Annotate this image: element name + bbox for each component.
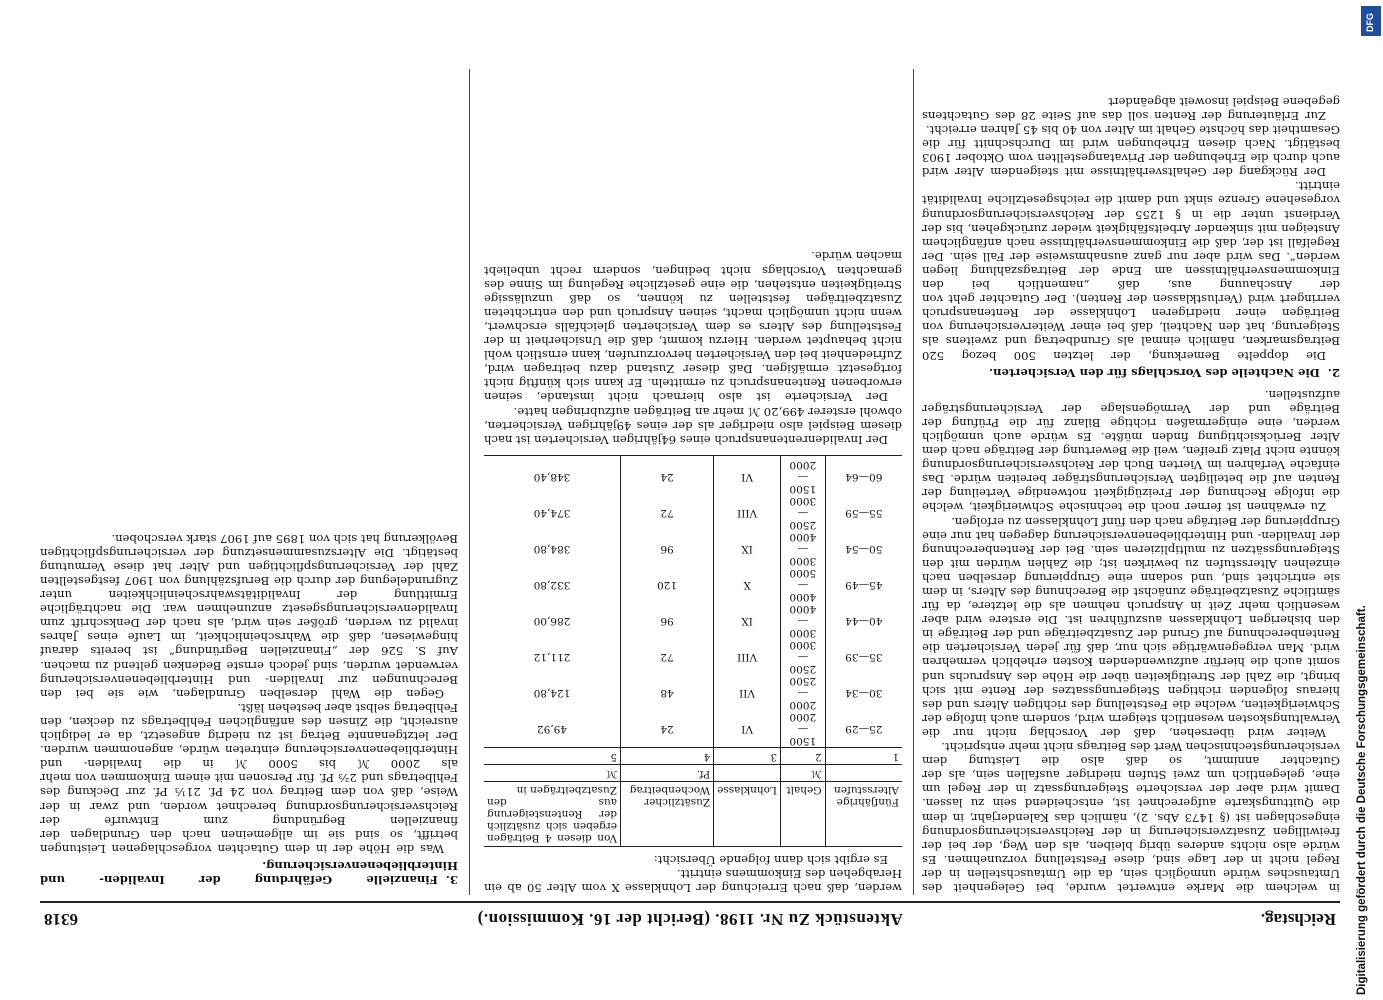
funding-note: Digitalisierung gefördert durch die Deutsche Forschungsgemeinschaft. — [1356, 605, 1368, 995]
table-cell: 96 — [621, 603, 714, 639]
table-cell: 40—44 — [845, 614, 883, 627]
column-number: 3 — [714, 747, 781, 764]
table-cell: 211,12 — [484, 639, 621, 675]
paragraph: Die doppelte Bemerkung, der letzten 500 bezog 520 Beitragsmarken, nämlich einmal als Grundbetrag und zweitens als Steigerung, hat den Nachteil, daß bei einer Weiterversicherung von Beiträgen einer niedrigeren Lohnklasse der Rentenanspruch verringert wird (Verlustklassen der Renten). Der Gutachter geht von der Anschauung aus, daß „namentlich bei den Einkommensverhältnissen am Ende der Beitragszahlung liegen werden“. Das wird aber nur ganz ausnahmsweise der Fall sein. Der Regelfall ist der, daß die Einkommensverhältnisse nach anfänglichem Ansteigen mit sinkender Arbeitsfähigkeit wieder zurückgehen, bis der Verdienst unter die in § 1255 der Reichsversicherungsordnung vorgesehene Grenze sinkt und damit die reichsgesetzliche Invalidität eintritt. — [922, 179, 1340, 363]
document-page — [40, 67, 1340, 933]
table-cell: VI — [714, 455, 781, 495]
section-heading — [922, 366, 1340, 380]
digitization-note — [1349, 0, 1383, 1000]
table-row — [484, 639, 902, 675]
section-number: 2. — [1327, 365, 1340, 380]
section-title: Die Nachteile des Vorschlags für den Versicherten. — [989, 365, 1320, 380]
table-row — [484, 455, 902, 495]
table-unit — [714, 764, 781, 781]
table-cell: 72 — [621, 639, 714, 675]
table-cell: 1500—2000 — [780, 455, 825, 495]
page-number: 6318 — [44, 910, 78, 929]
table-row — [484, 675, 902, 711]
table-cell: VI — [714, 711, 781, 748]
paragraph: Es ergibt sich dann folgende Übersicht: — [653, 852, 888, 867]
paragraph: Was die Höhe der in dem Gutachten vorgeschlagenen Leistungen betrifft, so sind sie im allgemeinen nach den Grundlagen der finanziellen Begründung zum Entwurfe der Reichsversicherungsordnung berechnet worden, und zwar in der Weise, daß von dem Beitrag von 24 Pf. 21⅓ Pf. zur Deckung des Fehlbetrags und 2⅔ Pf. für Personen mit einem Einkommen von mehr als 2000 ℳ bis 5000 ℳ in die Invaliden- und Hinterbliebenenversicherung eintreten würde, angenommen wurden. Der letztgenannte Betrag ist zu niedrig angesetzt, da er lediglich ausreicht, die Zinsen des anfänglichen Fehlbetrags zu decken, den Fehlbetrag selbst aber bestehen läßt. — [40, 700, 458, 856]
dfg-logo — [1361, 6, 1381, 36]
table-cell: 374,40 — [484, 495, 621, 531]
table-cell: 49,92 — [484, 711, 621, 748]
column-number: 5 — [484, 747, 621, 764]
paragraph: werden, daß nach Erreichung der Lohnklasse X vom Alter 50 ab ein Herabgehen des Einkommens eintritt. — [484, 866, 902, 895]
table-cell: 45—49 — [845, 578, 883, 591]
column-number: 1 — [825, 747, 902, 764]
table-cell: 24 — [621, 711, 714, 748]
paragraph: Gegen die Wahl derselben Grundlagen, wie sie bei den Berechnungen zur Invaliden- und Hinterbliebenenversicherung verwendet wurden, sind jedoch ernste Bedenken geltend zu machen. Auf S. 526 der „Finanziellen Begründung“ ist bereits darauf hingewiesen, daß die Wahrscheinlichkeit, im Laufe eines Jahres invalid zu werden, größer sein wird, als nach der Denkschrift zum Invalidenversicherungsgesetz anzunehmen war. Die nachträgliche Ermittlung der Invaliditätswahrscheinlichkeiten unter Zugrundelegung der durch die Berufszählung von 1907 festgestellten Zahl der Versicherungspflichtigen und Alter hat diese Vermutung bestätigt. Die Alterszusammensetzung der versicherungspflichtigen Bevölkerung hat sich von 1895 auf 1907 stark verschoben. — [40, 531, 458, 701]
section-title: Finanzielle Gefährdung der Invaliden- und Hinterbliebenenversicherung. — [40, 858, 458, 887]
table-cell: 384,80 — [484, 531, 621, 567]
table-cell: 50—54 — [845, 542, 883, 555]
table-row — [484, 531, 902, 567]
table-cell: 24 — [621, 455, 714, 495]
table-cell: 1500—2000 — [780, 711, 825, 748]
column-left — [922, 69, 1340, 895]
table-row — [484, 603, 902, 639]
header-left: Reichstag. — [1260, 910, 1336, 929]
table-cell: X — [714, 567, 781, 603]
column-divider — [469, 69, 470, 895]
table-cell: 2000—2500 — [780, 675, 825, 711]
table-cell: IX — [714, 531, 781, 567]
paragraph: Zu erwähnen ist ferner noch die technische Schwierigkeit, welche die infolge Rechnung der Freizügigkeit notwendige Verteilung der Renten auf die beteiligten Versicherungsträger bereiten würde. Das einfache Verfahren im Vierten Buch der Reichsversicherungsordnung könnte nicht Platz greifen, weil die Bewertung der Beiträge nach dem Alter Berücksichtigung finden müßte. Es würde auch unmöglich werden, eine einigermaßen richtige Bilanz für die Prüfung der Beiträge und der Vermögenslage der Versicherungsträger aufzustellen. — [922, 387, 1340, 515]
table-cell: 2500—3000 — [780, 639, 825, 675]
table-cell: 4000—5000 — [780, 567, 825, 603]
section-number: 3. — [445, 873, 458, 887]
table-cell: VII — [714, 675, 781, 711]
table-unit: ℳ — [780, 764, 825, 781]
table-cell: 286,00 — [484, 603, 621, 639]
paragraph: Weiter wird übersehen, daß der Vorschlag nicht nur die Verwaltungskosten wesentlich steigern wird, sondern auch infolge der Schwierigkeiten, welche die Feststellung des richtigen Alters und des hieraus folgenden richtigen Steigerungssatzes der Rente mit sich bringt, die Zahl der Streitigkeiten über die Höhe des Anspruchs und somit auch die hierfür aufzuwendenden Kosten erheblich vermehren wird. Man vergegenwärtige sich nur, daß für jeden Versicherten die Rentenberechnung auf Grund der Zusatzbeiträge und der Beiträge in den bisherigen Lohnklassen auszuführen ist. Die erstere wird aber wesentlich mehr Zeit in Anspruch nehmen als die letztere, da für sämtliche Zusatzbeiträge zunächst die Berechnung des Alters, in dem sie entrichtet sind, und sodann eine Gruppierung derselben nach einzelnen Altersstufen zu bewirken ist; die Zahlen würden mit den Steigerungssätzen zu multiplizieren sein. Bei der Rentenberechnung der Invaliden- und Hinterbliebenenversicherung dagegen hat nur eine Gruppierung der Beiträge nach den fünf Lohnklassen zu erfolgen. — [922, 514, 1340, 740]
paragraph: Der Rückgang der Gehaltsverhältnisse mit steigendem Alter wird auch durch die Erhebungen der Privatangestellten vom Oktober 1903 bestätigt. Nach diesen Erhebungen wird im Durchschnitt für die Gesamtheit das höchste Gehalt im Alter von 40 bis 45 Jahren erreicht. — [922, 123, 1340, 180]
column-middle — [484, 69, 902, 895]
table-row — [484, 567, 902, 603]
table-row — [484, 711, 902, 748]
table-header: Lohnklasse — [714, 781, 781, 846]
column-right — [40, 69, 458, 895]
table-cell: 55—59 — [845, 506, 883, 519]
table-cell: 72 — [621, 495, 714, 531]
table-cell: 2500—3000 — [780, 495, 825, 531]
table-cell: 3000—4000 — [780, 603, 825, 639]
table-unit: ℳ — [484, 764, 621, 781]
table-unit — [825, 764, 902, 781]
table-cell: 348,40 — [484, 455, 621, 495]
header-title: Aktenstück Zu Nr. 1198. (Bericht der 16. Kommission.) — [477, 910, 903, 929]
table-header: Von diesen 4 Beiträgen ergeben sich zusätzlich der Rentensteigerung aus den Zusatzbeiträgen in — [484, 781, 621, 846]
table-cell: 3000—4000 — [780, 531, 825, 567]
section-heading — [40, 859, 458, 887]
paragraph: Zur Erläuterung der Renten soll das auf Seite 28 des Gutachtens gegebene Beispiel insoweit abgeändert — [922, 94, 1340, 123]
column-divider — [913, 69, 914, 895]
overview-table — [484, 455, 902, 847]
table-cell: VIII — [714, 639, 781, 675]
paragraph: in welchem die Marke entwertet wurde, bei Gelegenheit des Umtausches würde unmöglich sein, da die Umtauschstellen in der Regel nicht in der Lage sind, diese Feststellung vorzunehmen. Es würde also nichts anderes übrig bleiben, als den Weg, der bei der freiwilligen Zusatzversicherung in der Reichsversicherungsordnung eingeschlagen ist (§ 1473 Abs. 2), nämlich das Kalenderjahr, in dem die Quittungskarte aufgerechnet ist, entscheidend sein zu lassen. Damit wird aber der versicherte Steigerungssatz in der Regel um eine, gelegentlich um zwei Stufen niedriger ausfallen sein, als der Gutachter annimmt, so daß also die Leistung dem versicherungstechnischen Wert des Beitrags nicht mehr entspricht. — [922, 740, 1340, 895]
table-cell: 120 — [621, 567, 714, 603]
table-cell: 25—29 — [845, 722, 883, 735]
column-number: 2 — [780, 747, 825, 764]
table-cell: 332,80 — [484, 567, 621, 603]
table-cell: 96 — [621, 531, 714, 567]
paragraph: Der Invalidenrentenanspruch eines 64jährigen Versicherten ist nach diesem Beispiel also niedriger als der eines 49jährigen Versicherten, obwohl ersterer 499,20 ℳ mehr an Beiträgen aufzubringen hatte. — [484, 404, 902, 447]
table-cell: VIII — [714, 495, 781, 531]
table-cell: 35—39 — [845, 650, 883, 663]
table-cell: 124,80 — [484, 675, 621, 711]
dfg-logo-text: DFG — [1365, 13, 1375, 32]
table-cell: 60—64 — [825, 455, 902, 495]
column-number: 4 — [621, 747, 714, 764]
table-cell: 48 — [621, 675, 714, 711]
paragraph: Der Versicherte ist also hiernach nicht imstande, seinen erworbenen Rentenanspruch zu ermitteln. Er kann sich künftig nicht fortgesetzt ermäßigen. Daß dieser Zustand dazu beitragen wird, Zufriedenheit bei den Versicherten hervorzurufen, kann ernstlich wohl nicht behauptet werden. Hierzu kommt, daß die Unsicherheit in der Feststellung des Alters es dem Versicherten gleichfalls erschwert, wenn nicht unmöglich macht, seinen Anspruch und den entrichteten Zusatzbeiträgen feststellen zu können, so daß unzulässige Streitigkeiten entstehen, die eine gesetzliche Regelung im Sinne des gemachten Vorschlags nicht bedingen, sondern recht unbeliebt machen würde. — [484, 249, 902, 405]
table-header: Zusätzlicher Wochenbeitrag — [621, 781, 714, 846]
table-header: Gehalt — [780, 781, 825, 846]
running-header — [40, 903, 1340, 933]
table-header: Fünfjährige Altersstufen — [825, 781, 902, 846]
table-row — [484, 495, 902, 531]
table-unit: Pf. — [621, 764, 714, 781]
table-cell: IX — [714, 603, 781, 639]
table-cell: 30—34 — [845, 686, 883, 699]
header-rule — [40, 901, 1340, 903]
